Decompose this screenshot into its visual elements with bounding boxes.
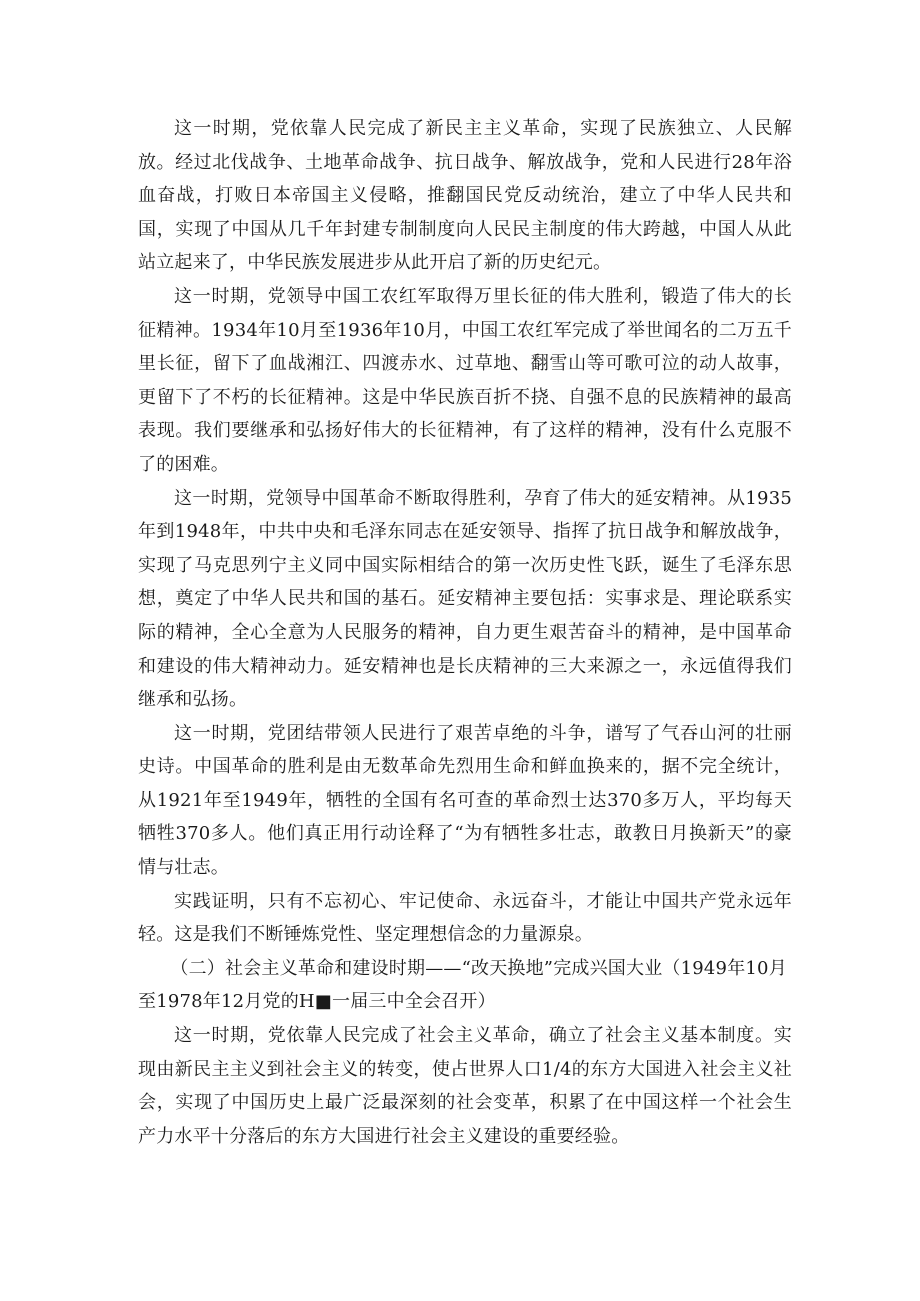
paragraph-yanan-spirit: 这一时期，党领导中国革命不断取得胜利，孕育了伟大的延安精神。从1935年到1948年，中共中央和毛泽东同志在延安领导、指挥了抗日战争和解放战争，实现了马克思列宁主义同中国实际相结合的第一次历史性飞跃，诞生了毛泽东思想，奠定了中华人民共和国的基石。延安精神主要包括：实事求是、理论联系实际的精神，全心全意为人民服务的精神，自力更生艰苦奋斗的精神，是中国革命和建设的伟大精神动力。延安精神也是长庆精神的三大来源之一，永远值得我们继承和弘扬。 — [138, 487, 792, 711]
paragraph-socialist-revolution: 这一时期，党依靠人民完成了社会主义革命，确立了社会主义基本制度。实现由新民主主义到社会主义的转变，使占世界人口1/4的东方大国进入社会主义社会，实现了中国历史上最广泛最深刻的社会变革，积累了在中国这样一个社会生产力水平十分落后的东方大国进行社会主义建设的重要经验。 — [138, 1025, 792, 1147]
paragraph-long-march: 这一时期，党领导中国工农红军取得万里长征的伟大胜利，锻造了伟大的长征精神。1934年10月至1936年10月，中国工农红军完成了举世闻名的二万五千里长征，留下了血战湘江、四渡赤水、过草地、翻雪山等可歌可泣的动人故事，更留下了不朽的长征精神。这是中华民族百折不挠、自强不息的民族精神的最高表现。我们要继承和弘扬好伟大的长征精神，有了这样的精神，没有什么克服不了的困难。 — [138, 285, 792, 475]
paragraph-martyrs: 这一时期，党团结带领人民进行了艰苦卓绝的斗争，谱写了气吞山河的壮丽史诗。中国革命的胜利是由无数革命先烈用生命和鲜血换来的，据不完全统计，从1921年至1949年，牺牲的全国有名可查的革命烈士达370多万人，平均每天牺牲370多人。他们真正用行动诠释了“为有牺牲多壮志，敢教日月换新天”的豪情与壮志。 — [138, 722, 792, 879]
paragraph-liberation: 这一时期，党依靠人民完成了新民主主义革命，实现了民族独立、人民解放。经过北伐战争、土地革命战争、抗日战争、解放战争，党和人民进行28年浴血奋战，打败日本帝国主义侵略，推翻国民党反动统治，建立了中华人民共和国，实现了中国从几千年封建专制制度向人民民主制度的伟大跨越，中国人从此站立起来了，中华民族发展进步从此开启了新的历史纪元。 — [138, 118, 792, 274]
section-heading: （二）社会主义革命和建设时期——“改天换地”完成兴国大业（1949年10月至1978年12月党的H■一届三中全会召开） — [138, 957, 787, 1013]
paragraph-practice-proves: 实践证明，只有不忘初心、牢记使命、永远奋斗，才能让中国共产党永远年轻。这是我们不断锤炼党性、坚定理想信念的力量源泉。 — [138, 890, 792, 946]
document-page — [138, 112, 792, 1153]
